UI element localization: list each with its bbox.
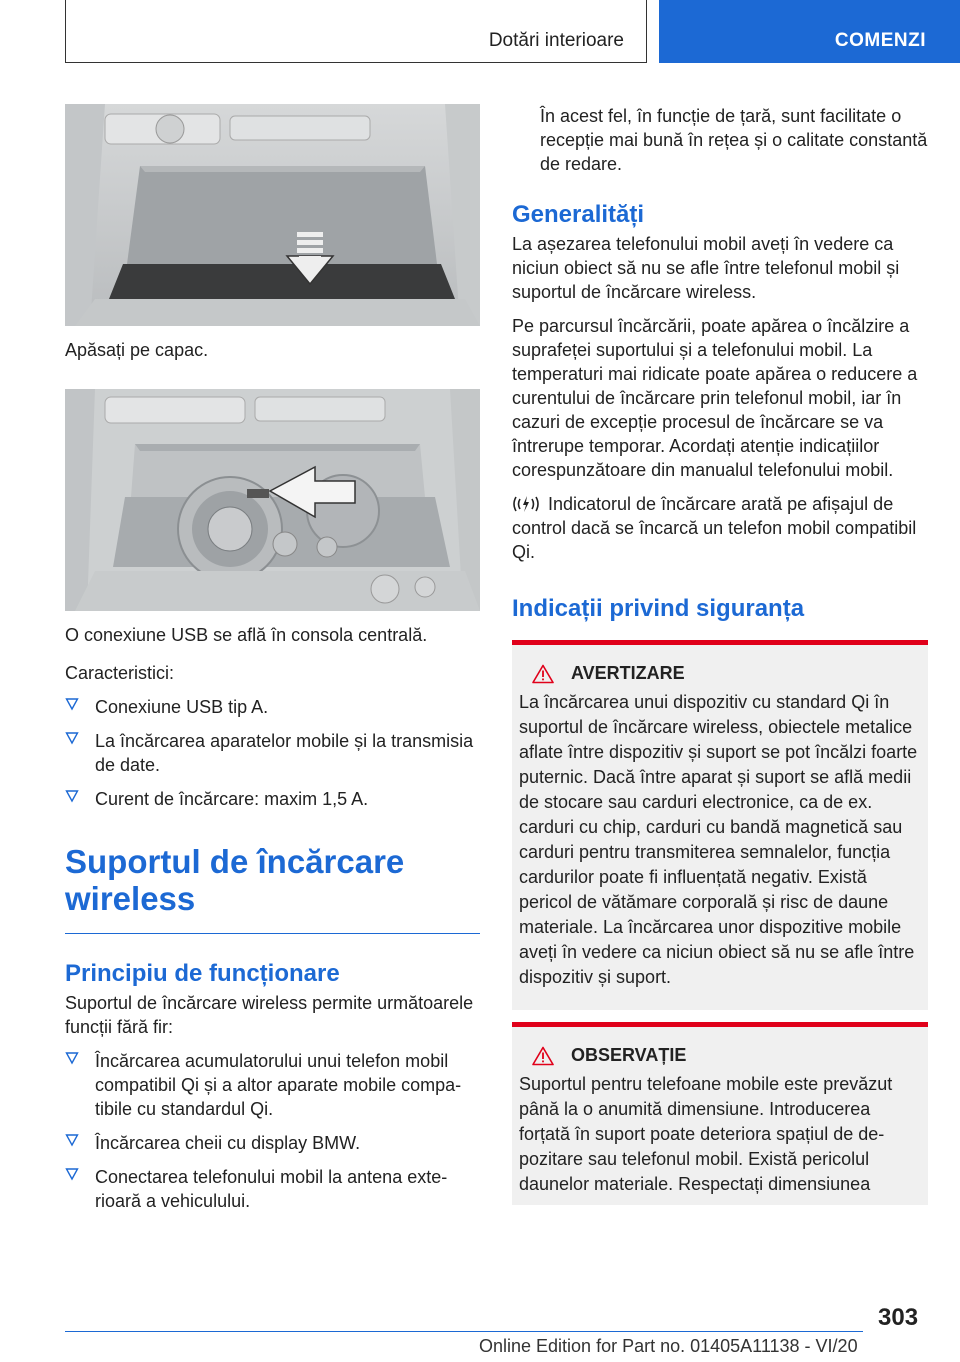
note-title: OBSERVAȚIE bbox=[571, 1045, 687, 1065]
usb-port-photo bbox=[65, 389, 480, 611]
console-cover-photo bbox=[65, 104, 480, 326]
warning-triangle-icon bbox=[532, 664, 554, 684]
wireless-charging-icon bbox=[512, 494, 540, 514]
note-box bbox=[512, 1022, 928, 1205]
general-paragraph-2: Pe parcursul încărcării, poate apărea o încălzire a suprafeței suportului și a telefonului mobil. La temperaturi mai ridicate poate apărea o reducere a curentului de încărcare prin telefonul mobil, iar în cazuri de excepție procesul de încărcare se va întrerupe temporar. Acordați atenție indicațiilor corespunzătoare din manualul telefonului mobil. bbox=[512, 316, 918, 480]
footer-divider bbox=[65, 1331, 863, 1332]
warning-triangle-icon bbox=[532, 1046, 554, 1066]
right-column bbox=[512, 104, 928, 1205]
section-title-wireless-charging: Suportul de încărcare wireless bbox=[65, 843, 405, 917]
note-text: Suportul pentru telefoane mobile este prevăzut până la o anumită dimensiune. Introducerea forțată în suport poate deteriora spațiul de depozitare sau telefonul mobil. Există pericolul daunelor materiale. Respectați dimensiunea bbox=[519, 1074, 893, 1194]
bullet-triangle-icon bbox=[65, 731, 79, 745]
caption-usb-location: O conexiune USB se află în consola centrală. bbox=[65, 625, 428, 645]
warning-box bbox=[512, 640, 928, 1010]
header-section-title: Dotări interioare bbox=[488, 30, 624, 51]
warning-text: La încărcarea unui dispozitiv cu standard Qi în suportul de încărcare wireless, obiectele metalice aflate între dispozitiv și suport se pot încălzi foarte puternic. Dacă între aparat și suport se află medii de stocare sau carduri electronice, ca de ex. carduri cu chip, carduri cu bandă magnetică sau carduri pentru transmiterea semnalelor, funcția cardurilor poate fi influențată negativ. Există pericol de vătămare corporală și risc de daune materiale. La încărcarea unor dispozitive mobile aveți în vedere ca niciun obiect să nu se afle între dispozitiv și suport. bbox=[519, 692, 918, 987]
general-paragraph-3: Indicatorul de încărcare arată pe afișajul de control dacă se încarcă un telefon mobil compatibil Qi. bbox=[512, 494, 917, 562]
list-item: Încărcarea cheii cu display BMW. bbox=[65, 1131, 480, 1155]
section-divider bbox=[65, 933, 480, 934]
list-item: Curent de încărcare: maxim 1,5 A. bbox=[65, 787, 480, 811]
features-list bbox=[65, 695, 480, 811]
subsection-title-principle: Principiu de funcționare bbox=[65, 960, 340, 987]
header-chapter-title: COMENZI bbox=[834, 30, 926, 51]
bullet-triangle-icon bbox=[65, 1051, 79, 1065]
bullet-triangle-icon bbox=[65, 789, 79, 803]
continued-paragraph: În acest fel, în funcție de țară, sunt facilitate o recepție mai bună în rețea și o calitate constantă de redare. bbox=[540, 106, 928, 174]
footer-edition: Online Edition for Part no. 01405A11138 - VI/20 bbox=[479, 1336, 858, 1356]
page-number: 303 bbox=[878, 1304, 919, 1331]
note-header bbox=[519, 1045, 921, 1066]
warning-title: AVERTIZARE bbox=[571, 663, 685, 683]
features-label: Caracteristici: bbox=[65, 663, 175, 683]
bullet-triangle-icon bbox=[65, 1167, 79, 1181]
list-item: Încărcarea acumulatorului unui telefon mobil compatibil Qi și a altor aparate mobile compatibile cu standardul Qi. bbox=[65, 1049, 480, 1121]
list-item: La încărcarea aparatelor mobile și la transmisia de date. bbox=[65, 729, 480, 777]
warning-header bbox=[519, 663, 921, 684]
header-section-box bbox=[65, 0, 647, 63]
principle-intro: Suportul de încărcare wireless permite următoarele funcții fără fir: bbox=[65, 993, 474, 1037]
list-item: Conexiune USB tip A. bbox=[65, 695, 480, 719]
bullet-triangle-icon bbox=[65, 1133, 79, 1147]
left-column bbox=[65, 104, 480, 1213]
subsection-title-general: Generalități bbox=[512, 201, 645, 228]
header-chapter-tab bbox=[659, 0, 960, 63]
general-paragraph-1: La așezarea telefonului mobil aveți în vedere ca niciun obiect să nu se afle între telefonul mobil și suportul de încărcare wireless. bbox=[512, 234, 900, 302]
list-item: Conectarea telefonului mobil la antena exterioară a vehiculului. bbox=[65, 1165, 480, 1213]
caption-press-cover: Apăsați pe capac. bbox=[65, 340, 209, 360]
bullet-triangle-icon bbox=[65, 697, 79, 711]
subsection-title-safety: Indicații privind siguranța bbox=[512, 595, 805, 622]
principle-list bbox=[65, 1049, 480, 1213]
